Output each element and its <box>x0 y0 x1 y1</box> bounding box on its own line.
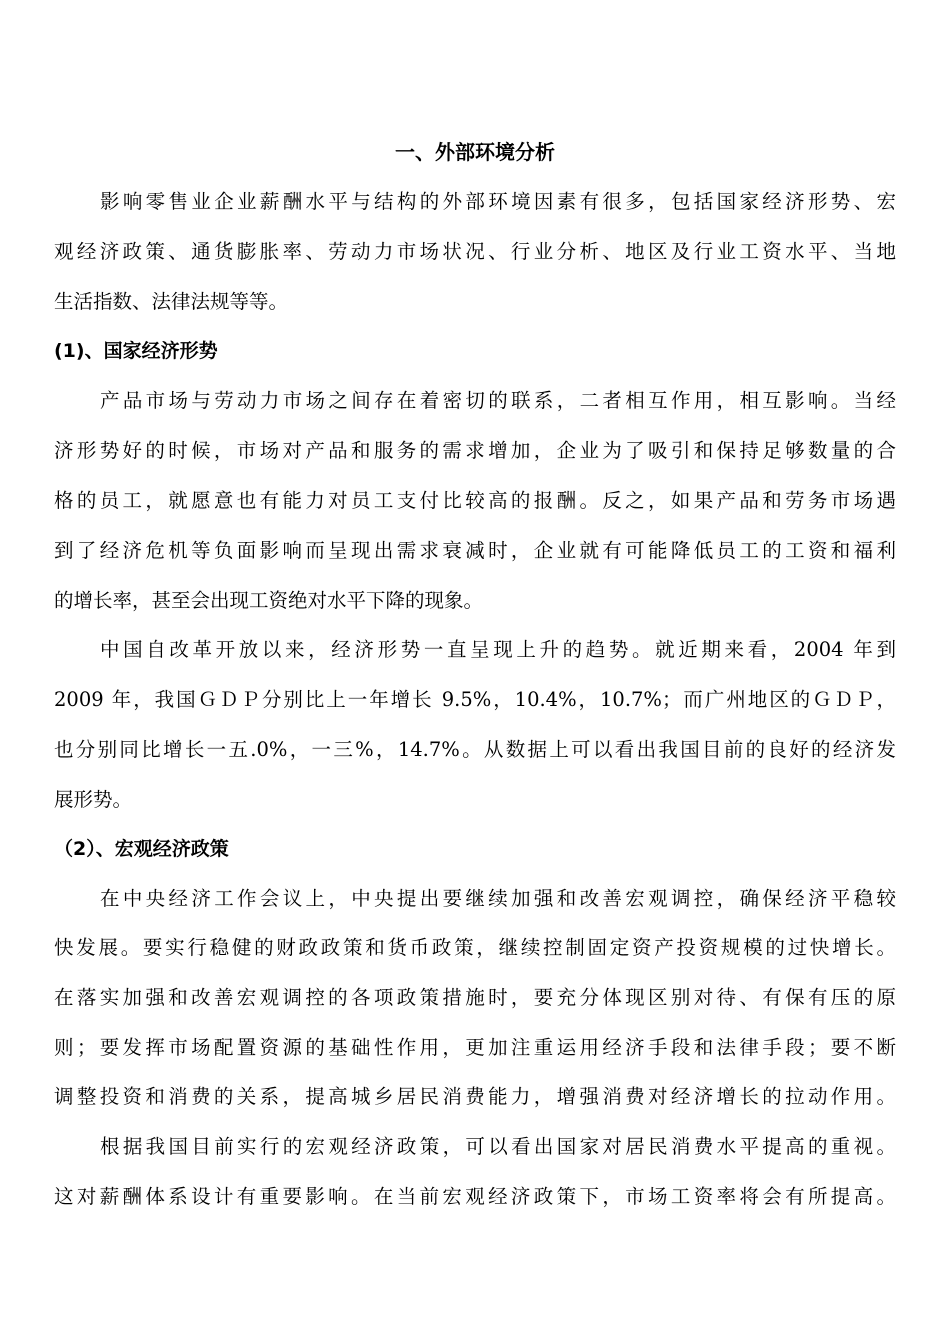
text-line: 这对薪酬体系设计有重要影响。在当前宏观经济政策下，市场工资率将会有所提高。 <box>54 1185 896 1208</box>
text-line: 观经济政策、通货膨胀率、劳动力市场状况、行业分析、地区及行业工资水平、当地 <box>54 240 896 263</box>
text-line: 生活指数、法律法规等等。 <box>54 290 289 313</box>
section-title: 一、外部环境分析 <box>395 140 555 164</box>
text-line: 快发展。要实行稳健的财政政策和货币政策，继续控制固定资产投资规模的过快增长。 <box>54 936 896 959</box>
text-line: 也分别同比增长一五.0%，一三%，14.7%。从数据上可以看出我国目前的良好的经济发 <box>54 738 896 761</box>
text-line: 展形势。 <box>54 788 133 811</box>
subsection-heading: （2）、宏观经济政策 <box>54 838 229 860</box>
text-line: 中国自改革开放以来，经济形势一直呈现上升的趋势。就近期来看，2004 年到 <box>100 638 896 661</box>
text-line: 到了经济危机等负面影响而呈现出需求衰减时，企业就有可能降低员工的工资和福利 <box>54 539 896 562</box>
text-line: 产品市场与劳动力市场之间存在着密切的联系，二者相互作用，相互影响。当经 <box>100 389 896 412</box>
text-line: 济形势好的时候，市场对产品和服务的需求增加，企业为了吸引和保持足够数量的合 <box>54 439 896 462</box>
text-line: 的增长率，甚至会出现工资绝对水平下降的现象。 <box>54 589 484 612</box>
text-line: 2009 年，我国ＧＤＰ分别比上一年增长 9.5%，10.4%，10.7%；而广州地区的ＧＤＰ， <box>54 688 896 711</box>
text-line: 格的员工，就愿意也有能力对员工支付比较高的报酬。反之，如果产品和劳务市场遇 <box>54 489 896 512</box>
subsection-heading: (1)、国家经济形势 <box>54 340 218 362</box>
text-line: 在中央经济工作会议上，中央提出要继续加强和改善宏观调控，确保经济平稳较 <box>100 887 896 910</box>
text-line: 则；要发挥市场配置资源的基础性作用，更加注重运用经济手段和法律手段；要不断 <box>54 1036 896 1059</box>
text-line: 调整投资和消费的关系，提高城乡居民消费能力，增强消费对经济增长的拉动作用。 <box>54 1085 896 1108</box>
text-line: 根据我国目前实行的宏观经济政策，可以看出国家对居民消费水平提高的重视。 <box>100 1135 896 1158</box>
text-line: 影响零售业企业薪酬水平与结构的外部环境因素有很多，包括国家经济形势、宏 <box>100 190 896 213</box>
text-line: 在落实加强和改善宏观调控的各项政策措施时，要充分体现区别对待、有保有压的原 <box>54 986 896 1009</box>
